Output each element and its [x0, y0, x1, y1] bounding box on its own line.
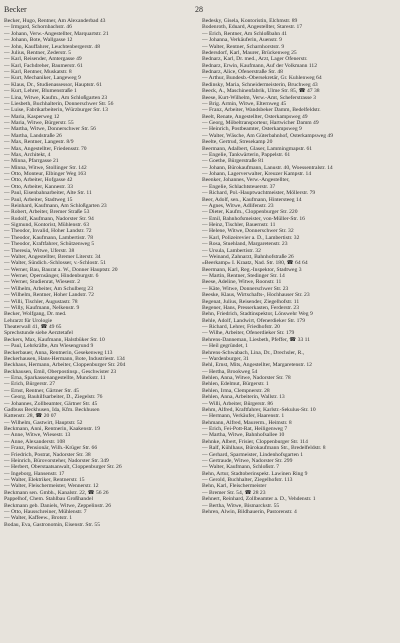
directory-entry: Behn, Karl, Fleischermeister	[202, 483, 267, 490]
directory-entry: Bodau, Eva, Gastronomin, Eisenstr. Str. 55	[4, 521, 101, 528]
directory-entry: — Werner, Studienrat, Wiesestr. 2	[4, 279, 81, 286]
directory-entry: — Engelie, Tankwärterin, Pappelstr. 61	[202, 151, 291, 158]
directory-entry: Theaterwall 41, ☎ 49 65	[4, 324, 62, 330]
directory-entry: Behl, Ernst, Mits, Angestellter, Margaretenstr. 12	[202, 362, 312, 369]
directory-entry: — Kurt, Mechaniker, Langeweg 9	[4, 75, 81, 82]
directory-entry: — Heil gegründet, 1	[202, 343, 248, 350]
directory-entry: — Otto, Hausschreiner, Mühlenstr. 7	[4, 508, 87, 515]
directory-entry: — Otto, Arbeiter, Hofgasse 42	[4, 177, 73, 184]
directory-entry: — Emil, Bahnhofsmeister, von-Müller-Str. 16	[202, 215, 305, 222]
directory-entry: Beermann, Adalbert, Glaser, Lammingmapstr. 61	[202, 145, 313, 152]
directory-entry: — Walter, Elektriker, Rentnerstr. 15	[4, 477, 85, 483]
directory-entry: — Kurt, Lehrer, Blumenstraße 1	[4, 88, 77, 95]
directory-entry: Beckhausen, Emil, Oberpostinsp., Geschwister 23	[4, 368, 117, 375]
directory-entry: — Walter, Wäsche, Am Güterbahnhof, Osterkampsweg 49	[202, 132, 334, 139]
directory-entry: — Wilhelm, Arbeiter, Am Schulberg 23	[4, 285, 93, 292]
left-column	[4, 18, 196, 638]
directory-entry: Behlen, Anna, Arbeiterin, Wallstr. 13	[202, 394, 285, 401]
directory-entry: Beckerbauer, Anna, Rentnerin, Gesekenweg 113	[4, 349, 113, 356]
directory-entry: — Johann, Bote, Wallgasse 12	[4, 37, 73, 44]
directory-entry: Behn, Friedrich, Stadtinspektor, Lönswehr Weg 9	[202, 311, 313, 318]
directory-entry: — Herbert, Oberstaatsanwalt, Cloppenburger Str. 26	[4, 464, 122, 471]
directory-entry: — Maria, Witwe, Bürgerstr. 55	[4, 120, 74, 126]
directory-entry: — Johann, Verw.-Angestellter, Marquartstr. 21	[4, 30, 109, 37]
directory-entry: »Beerkamp« I. Kraatz, Nad. Str. 180, ☎ 64 64	[202, 260, 308, 267]
directory-entry: — Minna, Pfarrgasse 21	[4, 158, 59, 165]
directory-entry: Bednarz, Erwin, Kaufmann, Auf der Volkmann 112	[202, 62, 318, 69]
directory-entry: Beckmann, Anni, Rentnerin, Kaakenstr. 19	[4, 426, 101, 432]
directory-entry: — Engelie, Schlachtsteuerstr. 37	[202, 183, 276, 190]
directory-entry: — Lina, Witwe, Kaufm., Am Schloßgarten 23	[4, 94, 108, 101]
directory-entry: Becker, Wolfgang, Dr. med.	[4, 311, 67, 318]
directory-entry: Behrens-Schwabach, Lina, Dr., Drechsler, R.,	[202, 349, 305, 356]
directory-entry: — Theodor, Kraftfahrer, Schützenweg 5	[4, 241, 95, 248]
directory-entry: Beer, Adolf, sen., Kaufmann, Hintersteeg 14	[202, 196, 302, 203]
directory-entry: — Johann, Lagerverwalter, Kreuzer Kampstr. 14	[202, 171, 312, 177]
directory-entry: — Wardenburger, 31	[202, 355, 249, 362]
directory-entry: — Sigmund, Kontorist, Mühlenstr. 63	[4, 222, 89, 228]
directory-entry: — Wilhelm, Rentner, Hoher Landstr. 72	[4, 292, 94, 299]
directory-entry: — Paul, Lehrkräfte, Am Wiesengrund 9	[4, 343, 94, 350]
directory-entry: — Martha, Witwe, Donnerschwer Str. 56	[4, 126, 96, 133]
directory-entry: — Helene, Witwe, Donnerschwer Str. 32	[202, 228, 294, 235]
directory-entry: — Dieter, Kaufm., Cloppenburger Str. 220	[202, 209, 298, 216]
directory-entry: — Willi, Arbeiter, Bürgerstr. 86	[202, 400, 273, 407]
directory-entry: — Ernst, Rentner, Gärtner Str. 45	[4, 387, 79, 394]
directory-entry: — Franz, Pensionär, Wilh.-Krüger Str. 66	[4, 445, 98, 452]
directory-entry: — Theodor, Invalid, Hoher Landstr. 72	[4, 228, 92, 235]
directory-entry: Beckmann sen. Gmbh., Kanalstr. 22, ☎ 56 26	[4, 489, 109, 496]
directory-entry: — John, Kauffahrer, Leuchtenbergerstr. 48	[4, 43, 101, 50]
directory-entry: — Karl, Fachdreher, Baumerstr. 61	[4, 62, 83, 69]
directory-entry: Beese, Adeline, Witwe, Roonstr. 11	[202, 279, 282, 286]
directory-entry: Beese, Kurt-Wilhelm, Verw.-Amt, Scheferstrasse 3	[202, 94, 316, 101]
directory-entry: — Maria, Kasperweg 12	[4, 113, 60, 120]
directory-entry: — Walter, Rentner, Scharnhorststr. 9	[202, 43, 285, 50]
directory-entry: — Friedrich, Postrat, Nadorster Str. 38	[4, 451, 91, 458]
directory-entry: — Theresia, Witwe, Uferstr. 38	[4, 247, 75, 254]
page-number: 28	[195, 5, 203, 14]
directory-entry: Beermann, Karl, Reg.-Inspektor, Stadtweg 3	[202, 266, 302, 273]
directory-entry: — Otto, Monteur, Elbinger Weg 163	[4, 171, 87, 177]
directory-entry: Beelt, Renate, Angestellter, Osterkampsweg 49	[202, 113, 308, 120]
directory-entry: — Walter, Kaffeew., Brotstr. 1	[4, 515, 73, 522]
running-head-surname: Becker	[4, 5, 27, 14]
directory-entry: — Brig. Armin, Witwe, Elternweg 45	[202, 100, 287, 107]
directory-entry: — Erna, Sparkassenangestellte, Munckstr. 11	[4, 375, 106, 381]
directory-entry: — Richard, Lehrer, Friedhofstr. 20	[202, 324, 280, 330]
directory-entry: — Richard, Pol.-Hauptwachtmeister, Möllerstr. 79	[202, 190, 316, 197]
directory-entry: — Martin, Rentner, Stedinger Str. 14	[202, 273, 285, 279]
directory-entry: Bodenroth, Eduard, Angestellter, Starestr. 17	[202, 24, 303, 31]
directory-entry: — Willi, Tischler, Augustastr. 78	[4, 298, 78, 305]
directory-entry: Behlen, Edelmut, Bürgerstr. 1	[202, 381, 269, 388]
directory-entry: — Georg, Bauhilfsarbeiter, D., Ziegelstr. 76	[4, 394, 103, 401]
directory-entry: — Minna, Witwe, Stollinger Str. 142	[4, 164, 87, 171]
directory-entry: — Rudolf, Kaufmann, Nadorster Str. 94	[4, 215, 94, 222]
directory-entry: — Otto, Arbeiter, Kannestr. 33	[4, 183, 73, 190]
directory-entry: — Werner, Opernsänger, Hindenburgstr. 6	[4, 273, 99, 279]
directory-entry: Beckmann geb. Daniels, Witwe, Zeppelinstr. 26	[4, 502, 112, 509]
directory-entry: — Gerhard, Sparmeister, Lindenhofsgarten 1	[202, 451, 304, 458]
directory-entry: Behle, Adolf, Landwirt, Ofenerdieker Str. 179	[202, 317, 305, 324]
directory-entry: — Walter, Kaufmann, Schloßstr. 7	[202, 464, 280, 471]
directory-entry: Pappelhof, Chem. Stahlbau Großhandel	[4, 496, 94, 503]
directory-entry: Begenat, Julius, Reisender, Ziegelhofstr. 11	[202, 298, 300, 305]
directory-entry: — Erich, Fei-Pott-Rat, Heiligenweg 7	[202, 426, 288, 432]
directory-entry: — Martha, Witwe, Bahnhofsallee 10	[202, 432, 285, 439]
directory-entry: — Wilhe, Arbeiter, Ofenerdieker Str. 179	[202, 330, 295, 337]
directory-entry: Behren, Alwin, Bildhauerin, Pastorenstr. 4	[202, 508, 297, 515]
directory-entry: Behm, Alfred, Kraftfahrer, Karlstr.-Sekulus-Str. 10	[202, 406, 316, 413]
directory-entry: — Max, Architekt, 4	[4, 151, 51, 158]
directory-entry: — Martha, Landstraße 26	[4, 132, 62, 139]
directory-entry: Beckhaus, Hermann, Arbeiter, Cloppenburger Str. 204	[4, 362, 126, 369]
directory-entry: Bednarz, Karl, Dr. med., Arzt, Lager Ofenerstr.	[202, 56, 308, 63]
directory-entry: — Walter, Fleischermeister, Wennerstr. 12	[4, 483, 99, 490]
directory-entry: Beeske, Klaus, Wirtschafts-, Hochhauser Str. 23	[202, 292, 310, 299]
directory-entry: Behmann, Alfred, Maurerm., Heimstr. 8	[202, 419, 292, 426]
directory-entry: — Paul, Arbeiter, Stadtweg 15	[4, 196, 73, 203]
directory-entry: Beenker, Johannes, Verw.-Angestellter,	[202, 177, 290, 184]
directory-entry: — Karl, Polizeirevier a. D., Lambertistr. 32	[202, 234, 300, 241]
directory-entry: — Bremer Str. 54, ☎ 28 23	[202, 489, 266, 496]
page-header	[0, 4, 400, 16]
directory-entry: Behn, Artur, Stadtoberinspekt. Lawinen Ring 9	[202, 470, 308, 477]
directory-entry: — Reinhard, Kaufmann, Am Schloßgarten 23	[4, 202, 107, 209]
directory-entry: — Heinz, Tischler, Bauernstr. 11	[202, 222, 276, 228]
directory-entry: Beckers, Max, Kaufmann, Halstbüker Str. 10	[4, 336, 105, 343]
directory-entry: — Goethe, Bürgerstraße 81	[202, 158, 264, 165]
directory-entry: — Anne, Witwe, Wiesestr. 13	[4, 432, 71, 439]
directory-entry: Behnke, Albert, Frisier, Cloppenburger Str. 114	[202, 438, 308, 445]
directory-entry: — Werner, Bau, Baurat a. W., Donner Hauptstr. 20	[4, 266, 118, 273]
directory-entry: Bedesky, Gisela, Kontoristin, Elchmstr. 89	[202, 18, 298, 24]
directory-entry: — Hermann, Verkäufer, Haarenstr. 1	[202, 413, 285, 420]
directory-entry: Gadbuss Beckhusen, Ida, Kfm. Beckhusen	[4, 406, 100, 413]
directory-entry: Behnert, Reinhard, Zollbeamter a. D., Vehdenstr. 1	[202, 496, 316, 503]
directory-entry: — Ursula, Lambertistr. 32	[202, 247, 261, 254]
directory-entry: Bedersdorf, Karl, Maurer, Brückenweg 25	[202, 49, 297, 56]
directory-entry: — Ingeborg, Hansenstr. 17	[4, 470, 65, 477]
directory-entry: — Erich, Bürgerstr. 27	[4, 381, 56, 388]
directory-entry: — Bertha, Witwe, Bismarckstr. 55	[202, 502, 280, 509]
directory-entry: — Franz, Arbeiter, Wandsbeker Damm, Bedelfeldstr.	[202, 107, 321, 114]
directory-entry: — Wilhelm, Gastwirt, Hauptstr. 52	[4, 419, 83, 426]
directory-entry: — Max, Angestellter, Friedensstr. 70	[4, 145, 87, 152]
directory-entry: — Karl, Reisender, Amtergasse 49	[4, 56, 82, 63]
directory-entry: — Weinand, Zahnarzt, Bahnhofstraße 26	[202, 253, 294, 260]
directory-entry: — Paul, Eisenbahnarbeiter, Alte Str. 11	[4, 190, 92, 197]
directory-entry: — Johanna, Verkäuferin, Auenstr. 9	[202, 37, 282, 44]
directory-entry: — Theodor, Kaufmann, Lambertistr. 78	[4, 234, 93, 241]
directory-entry: — Liesbeth, Buchhalterin, Donnerschwer Str. 56	[4, 100, 114, 107]
directory-entry: — Max, Rentner, Langestr. 8/9	[4, 139, 74, 146]
directory-entry: — Heinrich, Postbeamter, Osterkampsweg 9	[202, 126, 302, 133]
directory-entry: — Klaus, Dr., Studienassessor, Hauptstr. 61	[4, 81, 102, 88]
directory-entry: — Willy, Kaufmann, Nelkenstr. 9	[4, 304, 80, 311]
directory-entry: — Gerold, Buchhalter, Ziegelhofstr. 113	[202, 477, 293, 483]
directory-entry: — Anne, Alexanderstr. 108	[4, 438, 66, 445]
directory-entry: Bednarz, Alice, Ofenerstraße Str. 48	[202, 69, 283, 75]
directory-entry: Becker, Hugo, Rentner, Am Alexanderbad 43	[4, 18, 106, 24]
directory-entry: — Agnes, Witwe, Adlifenstr. 23	[202, 202, 274, 209]
directory-entry: — Luise, Fabrikarbeiterin, Würzburger Str. 13	[4, 107, 108, 114]
directory-entry: — Irmgard, Schornbachstr. 46	[4, 24, 72, 31]
directory-entry: — Georg, Möbeltransporteur, Hartwicher Damm 49	[202, 120, 319, 126]
directory-entry: — Heinrich, Bürovorsteher, Nadorster Str. 349	[4, 457, 109, 464]
directory-entry: Lehrarzt für Urologie	[4, 317, 53, 324]
directory-entry: — Julius, Rentner, Zederstr. 5	[4, 49, 72, 56]
directory-entry: Beeck, A., Maschinenfabrik, Ulme Str. 85, ☎ 47 38	[202, 88, 320, 95]
directory-entry: — Karl, Rentner, Muskatstr. 8	[4, 69, 72, 75]
directory-entry: — Walter, Sündich.-Schlosser, v.-Schlostr. 51	[4, 260, 106, 267]
directory-entry: Begener, Hans, Presserkasten, Ferderstr. 23	[202, 304, 300, 311]
directory-entry: — Rosa, Stuehland, Margaretenstr. 23	[202, 241, 288, 248]
right-column	[202, 18, 396, 638]
directory-entry: — Erich, Rentner, Am Schloßbahn 41	[202, 30, 288, 37]
directory-entry: Kattenstr. 28, ☎ 20 07	[4, 413, 57, 420]
directory-entry: — Hertha, Brookweg 54	[202, 368, 258, 375]
directory-entry: — Robert, Arbeiter, Bremer Straße 53	[4, 209, 90, 216]
directory-entry: — Arthur, Bundesb.-Obersekretär, Gr. Kuhlenweg 64	[202, 75, 322, 82]
directory-entry: — Käte, Witwe, Donnerschwer Str. 23	[202, 285, 289, 292]
directory-entry: Behlen, Irma, Clempnerstr. 28	[202, 387, 270, 394]
directory-entry: Sprechstunde siehe Aerztetafel	[4, 330, 73, 337]
directory-entry: — Gertraude, Witwe, Nadorster Str. 299	[202, 457, 293, 464]
directory-entry: — Johannes, Zollbeamter, Gärtner Str. 45	[4, 400, 98, 407]
directory-entry: Behrens-Danneman, Liesbeth, Pfeffer, ☎ 33 11	[202, 336, 311, 343]
directory-entry: Beelte, Gertrud, Stresekamp 20	[202, 139, 273, 146]
directory-entry: Behlen, Anna, Witwe, Nadorster Str. 78	[202, 375, 291, 381]
directory-entry: — Johann, Bürokaufmann, Lanustr. 40, Woessentralstr. 14	[202, 164, 333, 171]
directory-entry: Bedinsky, Maria, Schneidermeisterin, Bruchweg 43	[202, 81, 318, 88]
directory-entry: — Walter, Angestellter, Bremer Literstr. 34	[4, 253, 101, 260]
directory-entry: Beckerhausen, Hans-Hermann, Bote, Industriestr. 134	[4, 355, 125, 362]
directory-entry: — Ralf, Kühlhaus, Bürokaufmann Str., Bredelfeldstr. 8	[202, 445, 326, 452]
